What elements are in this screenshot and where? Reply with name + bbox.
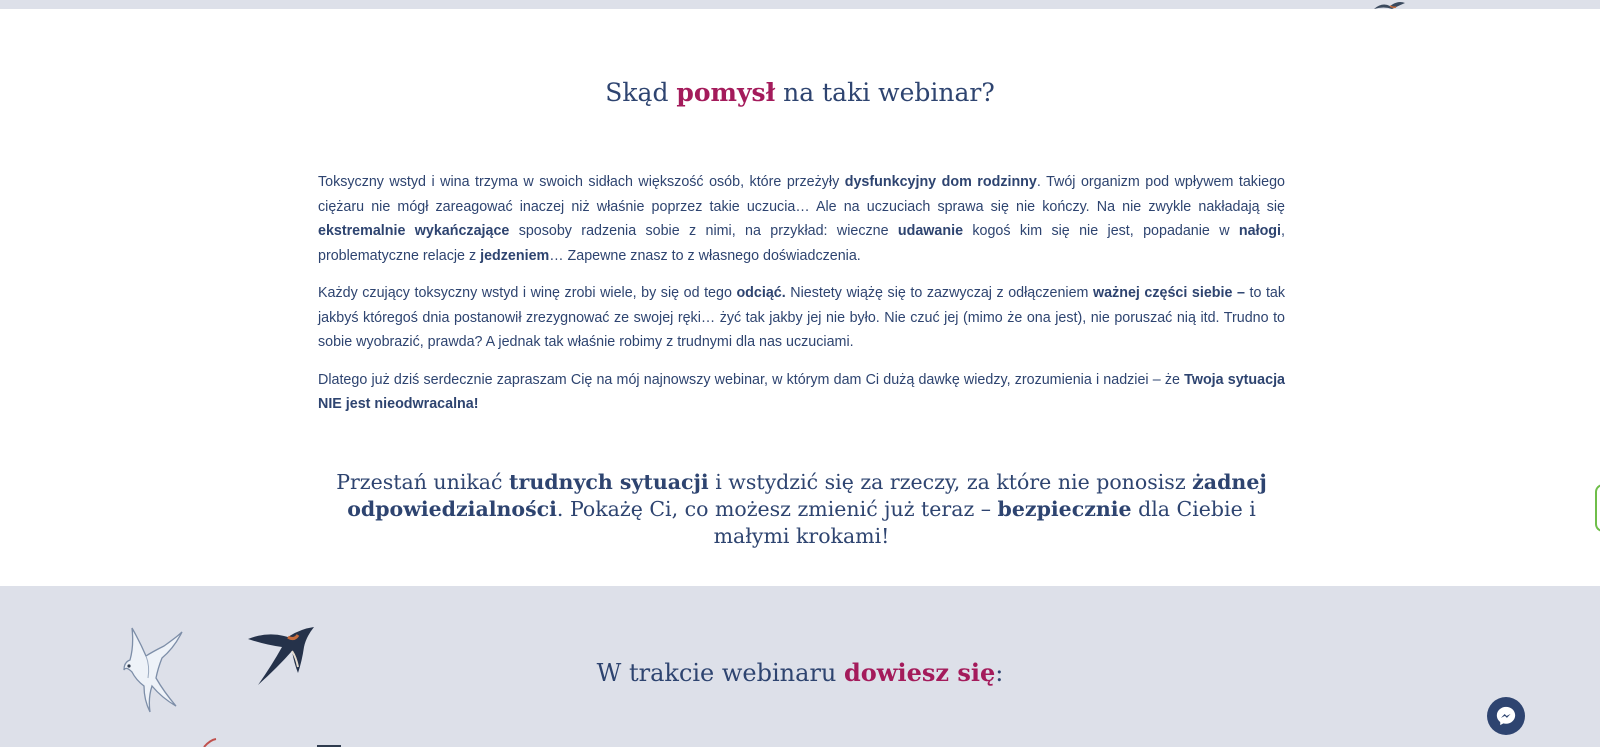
- heading-highlight: dowiesz się: [844, 658, 996, 687]
- messenger-chat-button[interactable]: [1487, 697, 1525, 735]
- swallow-icon: [1372, 0, 1406, 10]
- decoration-partial-icons: [190, 738, 350, 747]
- section-heading-learn: W trakcie webinaru dowiesz się:: [596, 658, 1004, 687]
- paragraph-invitation: Dlatego już dziś serdecznie zapraszam Cię na mój najnowszy webinar, w którym dam Ci dużą dawkę wiedzy, zrozumienia i nadziei – że Twoja sytuacja NIE jest nieodwracalna!: [318, 371, 1285, 412]
- side-feedback-tab[interactable]: [1595, 484, 1600, 532]
- callout-text: Przestań unikać trudnych sytuacji i wstydzić się za rzeczy, za które nie ponosisz żadnej odpowiedzialności. Pokażę Ci, co możesz zmienić już teraz – bezpiecznie dla Ciebie i małymi krokami!: [336, 470, 1267, 548]
- intro-text: [318, 170, 1285, 430]
- top-section-strip: [0, 0, 1600, 9]
- paragraph-toxic-shame: Toksyczny wstyd i wina trzyma w swoich sidłach większość osób, które przeżyły dysfunkcyjny dom rodzinny. Twój organizm pod wpływem takiego ciężaru nie mógł zareagować inaczej niż właśnie poprzez takie uczucia… Ale na uczuciach sprawa się nie kończy. Na nie zwykle nakładają się ekstremalnie wykańczające sposoby radzenia sobie z nimi, na przykład: wieczne udawanie kogoś kim się nie jest, popadanie w nałogi, problematyczne relacje z jedzeniem… Zapewne znasz to z własnego doświadczenia.: [318, 174, 1285, 264]
- heading-highlight: pomysł: [676, 78, 776, 107]
- section-heading-idea: Skąd pomysł na taki webinar?: [605, 78, 995, 107]
- messenger-icon: [1495, 705, 1517, 727]
- paragraph-cutting-off: Każdy czujący toksyczny wstyd i winę zrobi wiele, by się od tego odciąć. Niestety wiążę się to zazwyczaj z odłączeniem ważnej części siebie – to tak jakbyś któregoś dnia postanowił zrezygnować ze swojej ręki… żyć tak jakby jej nie było. Nie czuć jej (mimo że ona jest), nie poruszać nią itd. Trudno to sobie wyobrazić, prawda? A jednak tak właśnie robimy z trudnymi dla nas uczuciami.: [318, 285, 1286, 350]
